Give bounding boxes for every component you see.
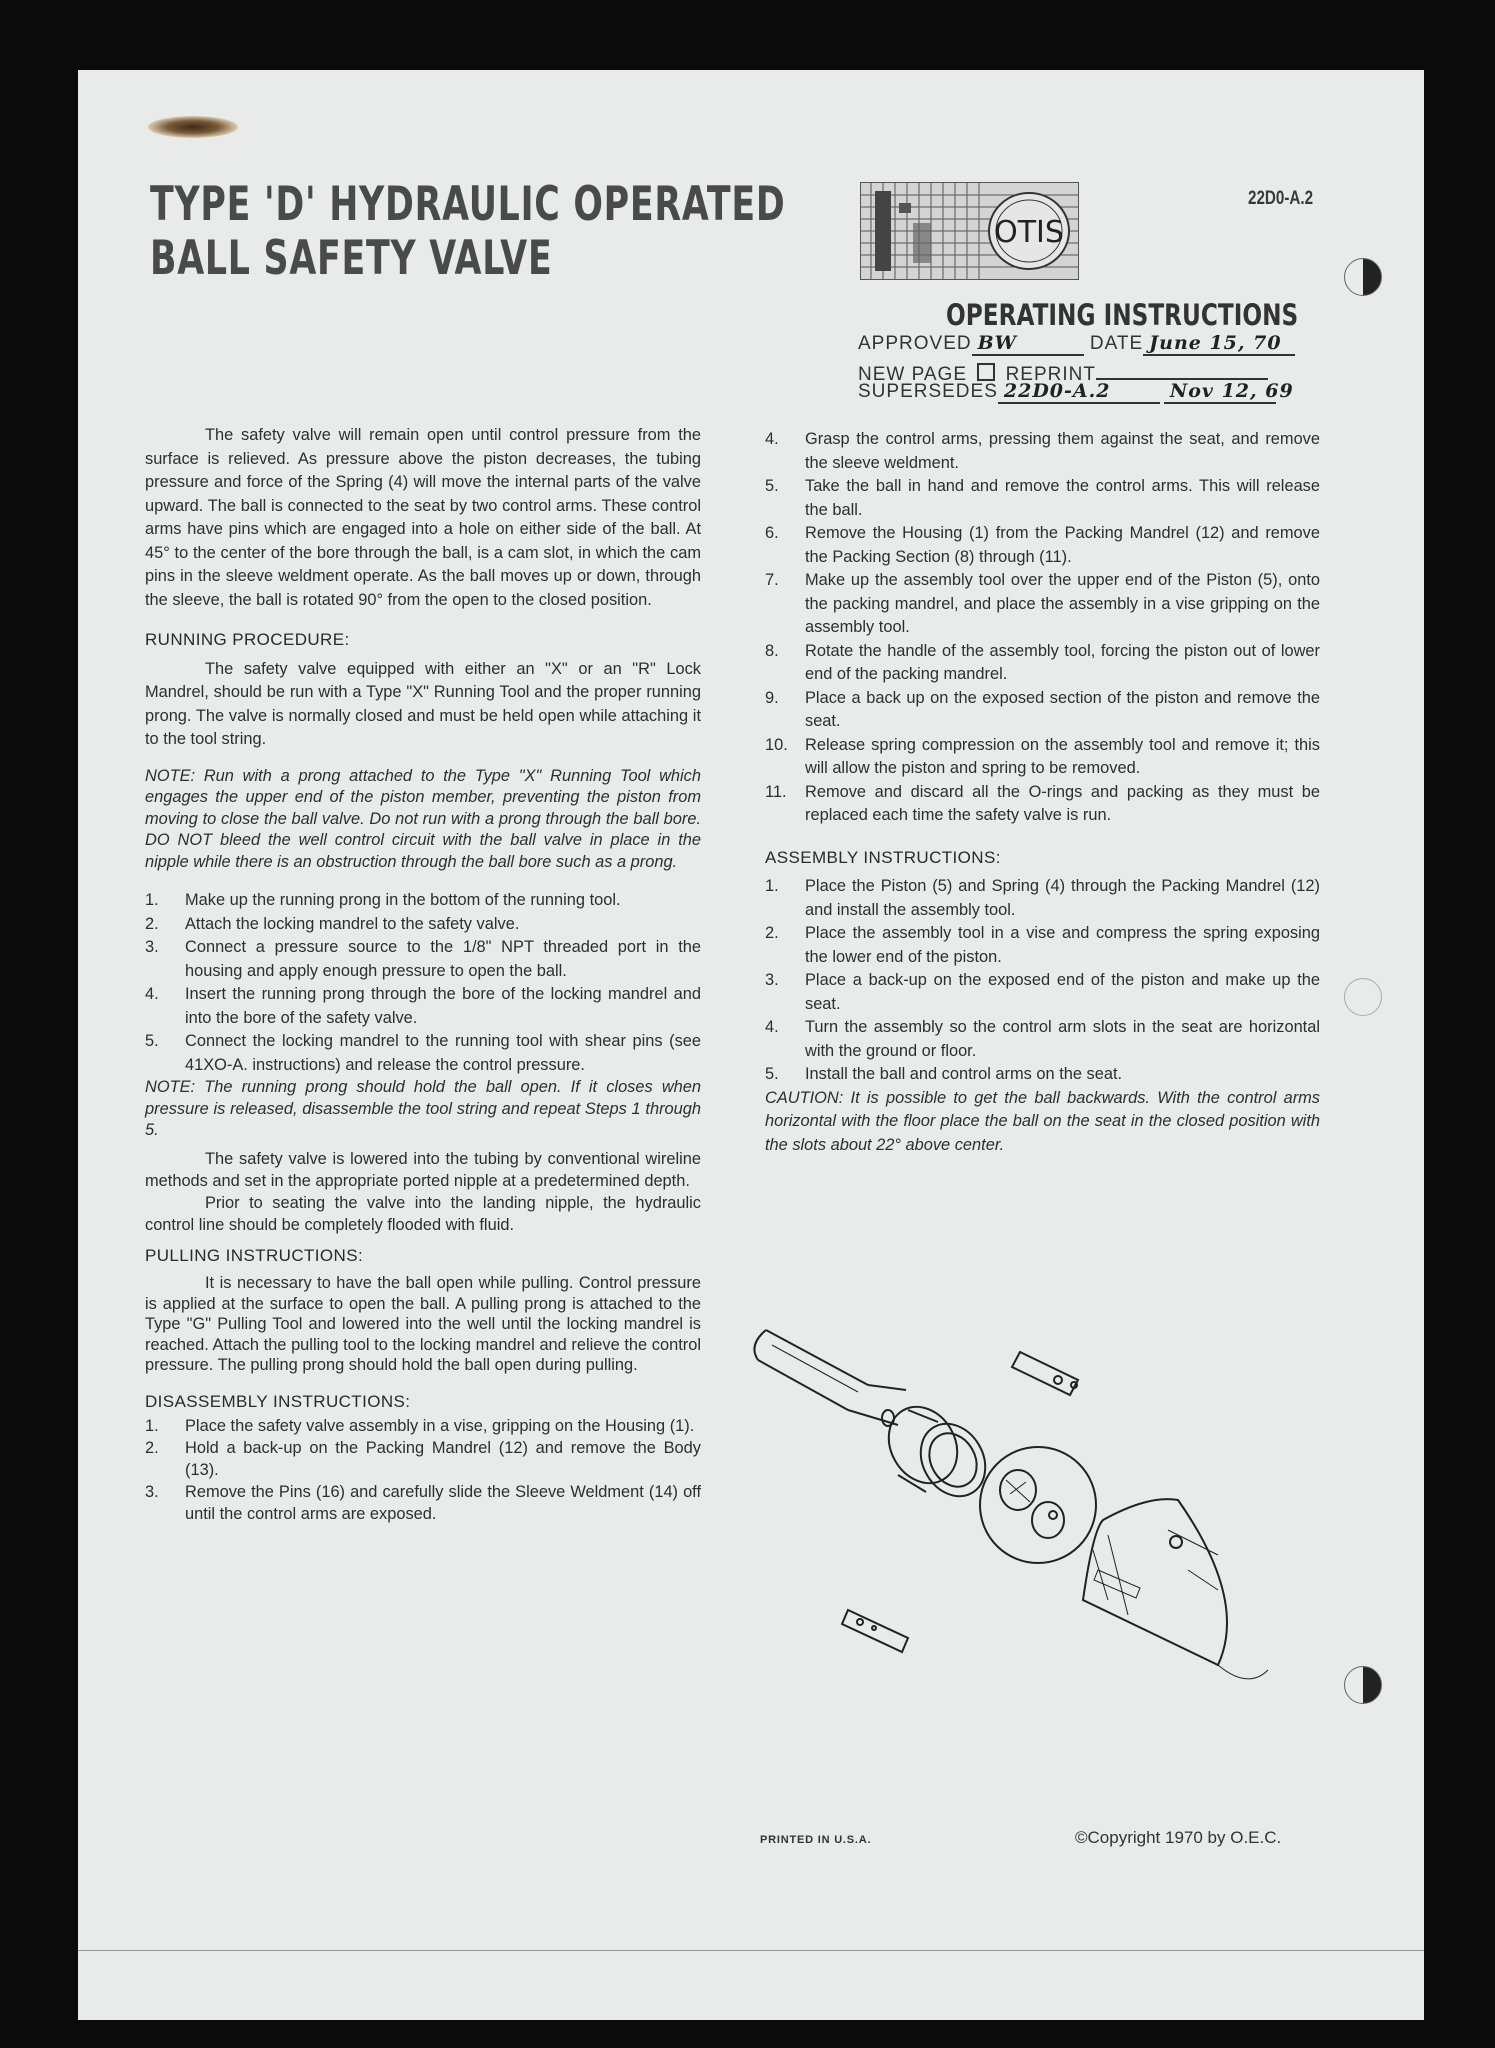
date-value: June 15, 70: [1143, 332, 1295, 356]
running-procedure-paragraph: The safety valve equipped with either an "X" or an "R" Lock Mandrel, should be run with a Type "X" Running Tool and the proper running prong. The valve is normally closed and must be held open while attaching it to the tool string.: [145, 659, 701, 748]
caution-paragraph: CAUTION: It is possible to get the ball backwards. With the control arms horizontal with the floor place the ball on the seat in the closed position with the slots about 22° above center.: [765, 1088, 1320, 1154]
pulling-instructions-heading: PULLING INSTRUCTIONS:: [145, 1245, 364, 1265]
document-number: 22D0-A.2: [1248, 188, 1314, 209]
control-arm-lower: [842, 1610, 908, 1652]
supersedes-line: [858, 380, 1294, 404]
supersedes-value: 22D0-A.2: [998, 380, 1160, 404]
list-item: 9. Place a back up on the exposed section of the piston and remove the seat.: [765, 688, 1320, 730]
copyright-notice: ©Copyright 1970 by O.E.C.: [1075, 1828, 1282, 1847]
list-item: 4. Grasp the control arms, pressing them against the seat, and remove the sleeve weldment.: [765, 430, 1320, 472]
list-item: 1. Place the safety valve assembly in a vise, gripping on the Housing (1).: [145, 1417, 695, 1435]
supersedes-label: SUPERSEDES: [858, 381, 998, 402]
disassembly-instructions-heading: DISASSEMBLY INSTRUCTIONS:: [145, 1391, 411, 1411]
list-item: 5. Take the ball in hand and remove the control arms. This will release the ball.: [765, 477, 1320, 519]
pulling-paragraph: It is necessary to have the ball open while pulling. Control pressure is applied at the surface to open the ball. A pulling prong is attached to the Type "G" Pulling Tool and lowered into the well until the locking mandrel is reached. Attach the pulling tool to the locking mandrel and relieve the control pressure. The pulling prong should hold the ball open during pulling.: [145, 1274, 701, 1374]
intro-paragraph: The safety valve will remain open until control pressure from the surface is relieved. As pressure above the piston decreases, the tubing pressure and force of the Spring (4) will move the internal parts of the valve upward. The ball is connected to the seat by two control arms. These control arms have pins which are engaged into a hole on either side of the ball. At 45° to the center of the bore through the ball, is a cam slot, in which the cam pins in the sleeve weldment operate. As the ball moves up or down, through the sleeve, the ball is rotated 90° from the open to the closed position.: [145, 426, 701, 609]
left-column: [145, 424, 701, 1525]
list-item: 2. Attach the locking mandrel to the safety valve.: [145, 914, 520, 933]
title-line-1: TYPE 'D' HYDRAULIC OPERATED: [150, 177, 786, 232]
assembly-instructions-heading: ASSEMBLY INSTRUCTIONS:: [765, 847, 1001, 867]
document-page: [78, 70, 1424, 2020]
running-note: NOTE: Run with a prong attached to the Type "X" Running Tool which engages the upper end of the piston member, preventing the piston from moving to close the ball valve. Do not run with a prong through the ball bore. DO NOT bleed the well control circuit with the ball valve in place in the nipple while there is an obstruction through the ball bore such as a prong.: [145, 766, 701, 871]
approved-value: BW: [972, 332, 1084, 356]
approved-label: APPROVED: [858, 333, 972, 354]
running-steps: [145, 889, 701, 1077]
punch-hole-bottom: [1344, 1666, 1382, 1704]
right-column: [765, 428, 1320, 1157]
running-procedure-heading: RUNNING PROCEDURE:: [145, 630, 350, 649]
otis-logo: [860, 182, 1079, 280]
list-item: 3. Connect a pressure source to the 1/8" NPT threaded port in the housing and apply enough pressure to open the ball.: [145, 938, 701, 980]
supersedes-date: Nov 12, 69: [1164, 380, 1276, 404]
list-item: 2. Hold a back-up on the Packing Mandrel (12) and remove the Body (13).: [145, 1439, 701, 1479]
list-item: 3. Remove the Pins (16) and carefully slide the Sleeve Weldment (14) off until the control arms are exposed.: [145, 1483, 701, 1523]
printed-in-usa: PRINTED IN U.S.A.: [760, 1834, 872, 1846]
new-page-checkbox: [977, 363, 995, 381]
list-item: 4. Turn the assembly so the control arm slots in the seat are horizontal with the ground or floor.: [765, 1018, 1320, 1060]
list-item: 4. Insert the running prong through the bore of the locking mandrel and into the bore of the safety valve.: [145, 985, 701, 1027]
running-prong-note: NOTE: The running prong should hold the ball open. If it closes when pressure is released, disassemble the tool string and repeat Steps 1 through 5.: [145, 1078, 701, 1139]
burn-mark: [148, 116, 238, 138]
list-item: 11. Remove and discard all the O-rings and packing as they must be replaced each time the safety valve is run.: [765, 782, 1320, 824]
list-item: 3. Place a back-up on the exposed end of the piston and make up the seat.: [765, 971, 1320, 1013]
prior-seating-paragraph: Prior to seating the valve into the landing nipple, the hydraulic control line should be completely flooded with fluid.: [145, 1193, 701, 1234]
control-arm-upper: [1012, 1352, 1078, 1395]
list-item: 6. Remove the Housing (1) from the Packing Mandrel (12) and remove the Packing Section (8) through (11).: [765, 524, 1320, 566]
disassembly-steps-left: [145, 1415, 701, 1525]
approved-line: [858, 332, 1295, 356]
logo-text: OTIS: [994, 215, 1064, 250]
lowered-paragraph: The safety valve is lowered into the tubing by conventional wireline methods and set in the appropriate ported nipple at a predetermined depth.: [145, 1149, 701, 1190]
operating-instructions-heading: OPERATING INSTRUCTIONS: [946, 298, 1299, 332]
list-item: 1. Make up the running prong in the bottom of the running tool.: [145, 891, 621, 909]
reprint-label: REPRINT: [1005, 364, 1096, 385]
title-line-2: BALL SAFETY VALVE: [150, 231, 553, 286]
document-title: [150, 178, 785, 286]
list-item: 8. Rotate the handle of the assembly tool, forcing the piston out of lower end of the packing mandrel.: [765, 641, 1320, 683]
punch-hole-middle: [1344, 978, 1382, 1016]
list-item: 5. Connect the locking mandrel to the running tool with shear pins (see 41XO-A. instructions) and release the control pressure.: [145, 1032, 701, 1074]
valve-exploded-diagram: [748, 1270, 1348, 1770]
reprint-value: [1096, 356, 1268, 380]
page-edge-line: [78, 1950, 1424, 1951]
new-page-label: NEW PAGE: [858, 364, 967, 385]
punch-hole-top: [1344, 258, 1382, 296]
list-item: 7. Make up the assembly tool over the upper end of the Piston (5), onto the packing mandrel, and place the assembly in a vise gripping on the assembly tool.: [765, 571, 1320, 636]
list-item: 5. Install the ball and control arms on the seat.: [765, 1065, 1123, 1083]
housing-body: [754, 1330, 868, 1410]
date-label: DATE: [1089, 333, 1144, 354]
list-item: 1. Place the Piston (5) and Spring (4) through the Packing Mandrel (12) and install the assembly tool.: [765, 877, 1320, 919]
list-item: 2. Place the assembly tool in a vise and compress the spring exposing the lower end of the piston.: [765, 924, 1320, 966]
list-item: 10. Release spring compression on the assembly tool and remove it; this will allow the piston and spring to be removed.: [765, 735, 1320, 777]
assembly-steps: [765, 875, 1320, 1087]
disassembly-steps-right: [765, 428, 1320, 828]
